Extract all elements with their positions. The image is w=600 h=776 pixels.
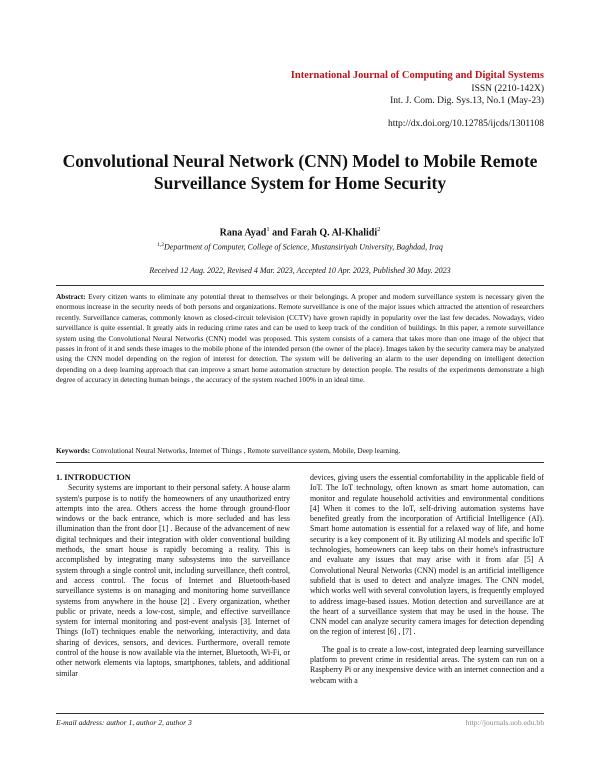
paper-title: Convolutional Neural Network (CNN) Model to Mobile Remote Surveillance System for Home Security xyxy=(62,151,538,193)
keywords-label: Keywords: xyxy=(56,446,91,455)
author-1: Rana Ayad xyxy=(219,227,267,239)
footer-email: E-mail address: author 1, author 2, author 3 xyxy=(56,718,192,727)
abstract-top-rule xyxy=(56,285,544,286)
intro-paragraph-2: The goal is to create a low-cost, integrated deep learning surveillance platform to prevent crime in residential areas. The system can run on a Raspberry Pi or any inexpensive device with an internet connection and a webcam with a xyxy=(310,644,544,685)
journal-name: International Journal of Computing and Digital Systems xyxy=(290,70,544,81)
intro-paragraph-1-continued: devices, giving users the essential comfortability in the applicable field of IoT. The IoT technology, often known as smart home automation, can monitor and regulate household activities and environmental conditions [4] When it comes to the IoT, self-driving automation systems have benefited greatly from the incorporation of Artificial Intelligence (AI). Smart home automation is essential for a relaxed way of life, and home security is a key component of it. By utilizing AI models and specific IoT technologies, homeowners can keep tabs on their home's infrastructure and evaluate any issues that may arise with it from afar [5] A Convolutional Neural Networks (CNN) model is an artificial intelligence subfield that is used to detect and analyze images. The CNN model, which works well with several convolution layers, is frequently employed to address image-based issues. Motion detection and surveillance are at the heart of a surveillance system that may be used in the house. The CNN model can analyze security camera images for detection depending on the region of interest [6] , [7] . xyxy=(310,473,544,637)
intro-paragraph-1: Security systems are important to their personal safety. A house alarm system's purpose is to notify the homeowners of any unauthorized entry attempts into the area. Others access the home through ground-floor windows or the back entrance, which is more secluded and has less illumination than the front door [1] . Because of the advancement of new digital techniques and their integration with older conventional building methods, the smart house is rapidly becoming a reality. This is accomplished by integrating many subsystems into the surveillance system through a single control unit, including surveillance, theft control, and access control. The focus of Internet and Bluetooth-based surveillance systems is on managing and monitoring home surveillance systems from anywhere in the house [2] . Every organization, whether public or private, needs a low-cost, simple, and effective surveillance system for internal monitoring and post-event analysis [3]. Internet of Things (IoT) techniques enable the networking, interactivity, and data sharing of devices, sensors, and devices. Furthermore, overall remote control of the house is now available via the internet, Bluetooth, Wi-Fi, or other network elements via laptops, smartphones, tablets, and additional similar xyxy=(56,483,290,678)
right-column xyxy=(310,473,544,686)
journal-issn: ISSN (2210-142X) xyxy=(471,83,544,94)
publication-dates: Received 12 Aug. 2022, Revised 4 Mar. 2023, Accepted 10 Apr. 2023, Published 30 May. 2023 xyxy=(149,266,451,275)
affiliation xyxy=(0,242,600,252)
keywords-bottom-rule xyxy=(56,462,544,463)
section-heading-introduction: 1. INTRODUCTION xyxy=(56,473,131,482)
abstract-text: Every citizen wants to eliminate any potential threat to themselves or their belongings. A proper and modern surveillance system is necessary given the enormous increase in the security needs of both persons and organizations. Remote surveillance is one of the major issues which attracted the attention of researchers recently. Surveillance cameras, commonly known as closed-circuit television (CCTV) have grown rapidly in popularity over the last few decades. Nowadays, video surveillance is quite essential. It greatly aids in reducing crime rates and can be used to keep track of the condition of buildings. In this paper, a remote surveillance system using the Convolutional Neural Networks (CNN) model was proposed. This system consists of a camera that takes more than one image of the object that passes in front of it and sends these images to the mobile phone of the intended person (the owner of the place). Images taken by the security camera may be analyzed using the CNN model depending on the region of interest for detection. The system will be delivering an alarm to the user depending on intelligent detection depending on a deep learning approach that can improve a smart home automation structure by detection people. The results of the experiments demonstrate a high degree of accuracy in detecting human beings , the accuracy of the system reached 100% in an ideal time. xyxy=(56,292,544,385)
keywords xyxy=(56,446,544,456)
author-line xyxy=(0,226,600,238)
author-2: Farah Q. Al-Khalidi xyxy=(290,227,378,239)
affiliation-sup: 1,2 xyxy=(157,242,164,248)
author-1-sup: 1 xyxy=(266,226,270,233)
journal-header xyxy=(291,70,544,108)
footer-url[interactable]: http://journals.uob.edu.bh xyxy=(465,718,544,727)
abstract-label: Abstract: xyxy=(56,292,86,301)
author-connector: and xyxy=(269,227,291,239)
doi-link[interactable]: http://dx.doi.org/10.12785/ijcds/1301108 xyxy=(388,119,544,129)
left-column xyxy=(56,473,290,679)
affiliation-text: Department of Computer, College of Science, Mustansiriyah University, Baghdad, Iraq xyxy=(164,242,443,252)
abstract xyxy=(56,292,544,386)
author-2-sup: 2 xyxy=(377,226,381,233)
footer-rule xyxy=(56,713,544,714)
journal-citation: Int. J. Com. Dig. Sys.13, No.1 (May-23) xyxy=(390,96,544,106)
keywords-text: Convolutional Neural Networks, Internet of Things , Remote surveillance system, Mobile, Deep learning. xyxy=(90,446,401,455)
